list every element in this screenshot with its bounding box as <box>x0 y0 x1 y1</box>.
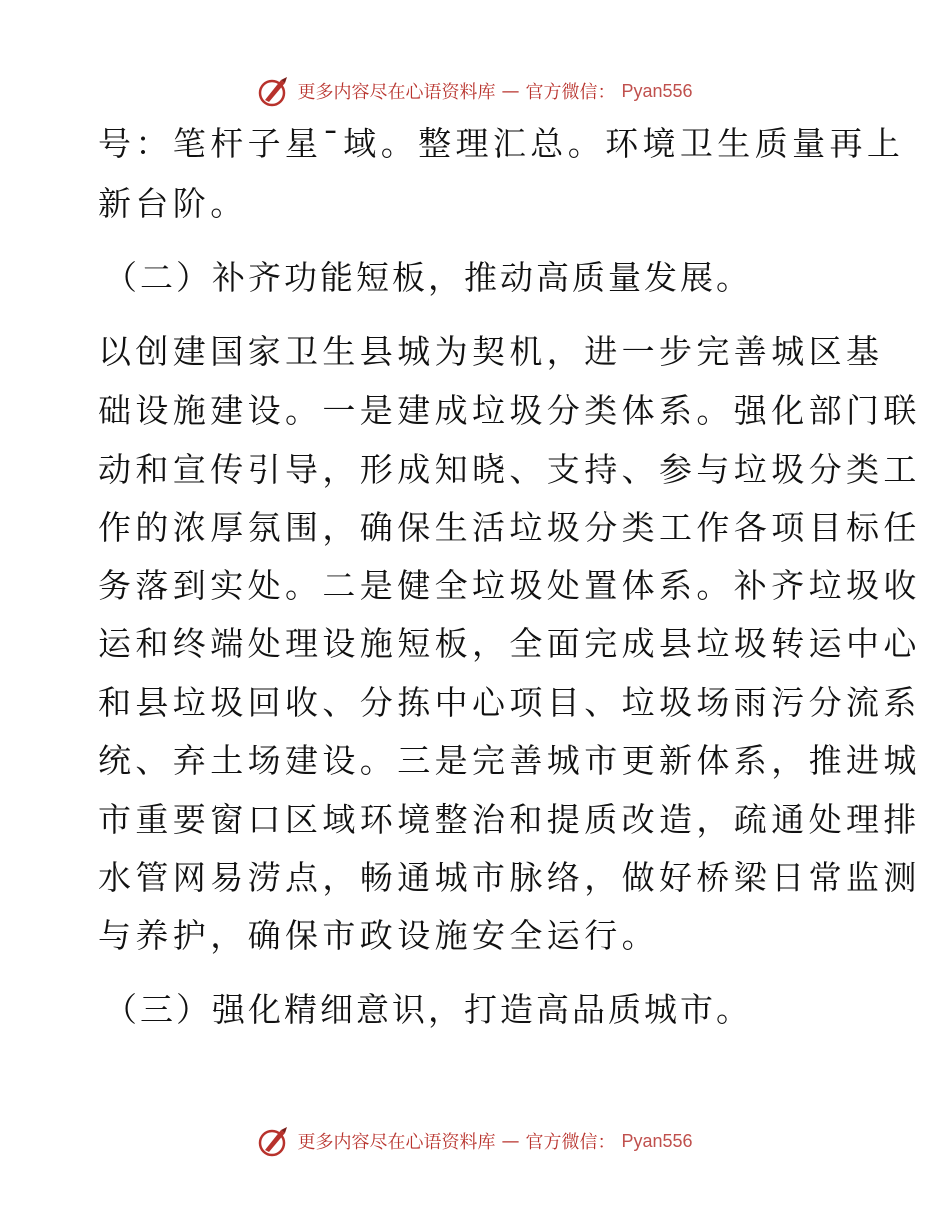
watermark-contact-label: 官方微信： <box>525 82 616 103</box>
text-line: 础设施建设。一是建成垃圾分类体系。强化部门联 <box>98 391 921 430</box>
text-line: 统、弃土场建设。三是完善城市更新体系，推进城 <box>98 741 921 780</box>
text-line: 务落到实处。二是健全垃圾处置体系。补齐垃圾收 <box>98 566 921 605</box>
watermark-brand: 更多内容尽在心语资料库 <box>297 82 496 103</box>
text-line: 水管网易涝点，畅通城市脉络，做好桥梁日常监测 <box>98 858 921 897</box>
text-line: 以创建国家卫生县城为契机，进一步完善城区基 <box>98 332 884 371</box>
watermark-contact-label: 官方微信： <box>525 1132 616 1153</box>
text-line: 号：笔杆子星¯域。整理汇总。环境卫生质量再上 <box>98 124 905 163</box>
footer-watermark <box>0 1124 950 1158</box>
text-line: 新台阶。 <box>98 184 248 223</box>
quill-pen-logo-icon <box>257 1124 291 1158</box>
text-line: 作的浓厚氛围，确保生活垃圾分类工作各项目标任 <box>98 508 921 547</box>
header-watermark <box>0 74 950 108</box>
text-line: 运和终端处理设施短板，全面完成县垃圾转运中心 <box>98 624 921 663</box>
watermark-contact-id: Pyan556 <box>621 1130 693 1151</box>
section-heading-2: （二）补齐功能短板，推动高质量发展。 <box>104 258 752 297</box>
text-line: 动和宣传引导，形成知晓、支持、参与垃圾分类工 <box>98 450 921 489</box>
watermark-dash: — <box>501 80 520 102</box>
watermark-dash: — <box>501 1130 520 1152</box>
text-line: 市重要窗口区域环境整治和提质改造，疏通处理排 <box>98 800 921 839</box>
watermark-brand: 更多内容尽在心语资料库 <box>297 1132 496 1153</box>
quill-pen-logo-icon <box>257 74 291 108</box>
section-heading-3: （三）强化精细意识，打造高品质城市。 <box>104 990 752 1029</box>
text-line: 和县垃圾回收、分拣中心项目、垃圾场雨污分流系 <box>98 683 921 722</box>
watermark-contact-id: Pyan556 <box>621 80 693 101</box>
text-line: 与养护，确保市政设施安全运行。 <box>98 916 659 955</box>
